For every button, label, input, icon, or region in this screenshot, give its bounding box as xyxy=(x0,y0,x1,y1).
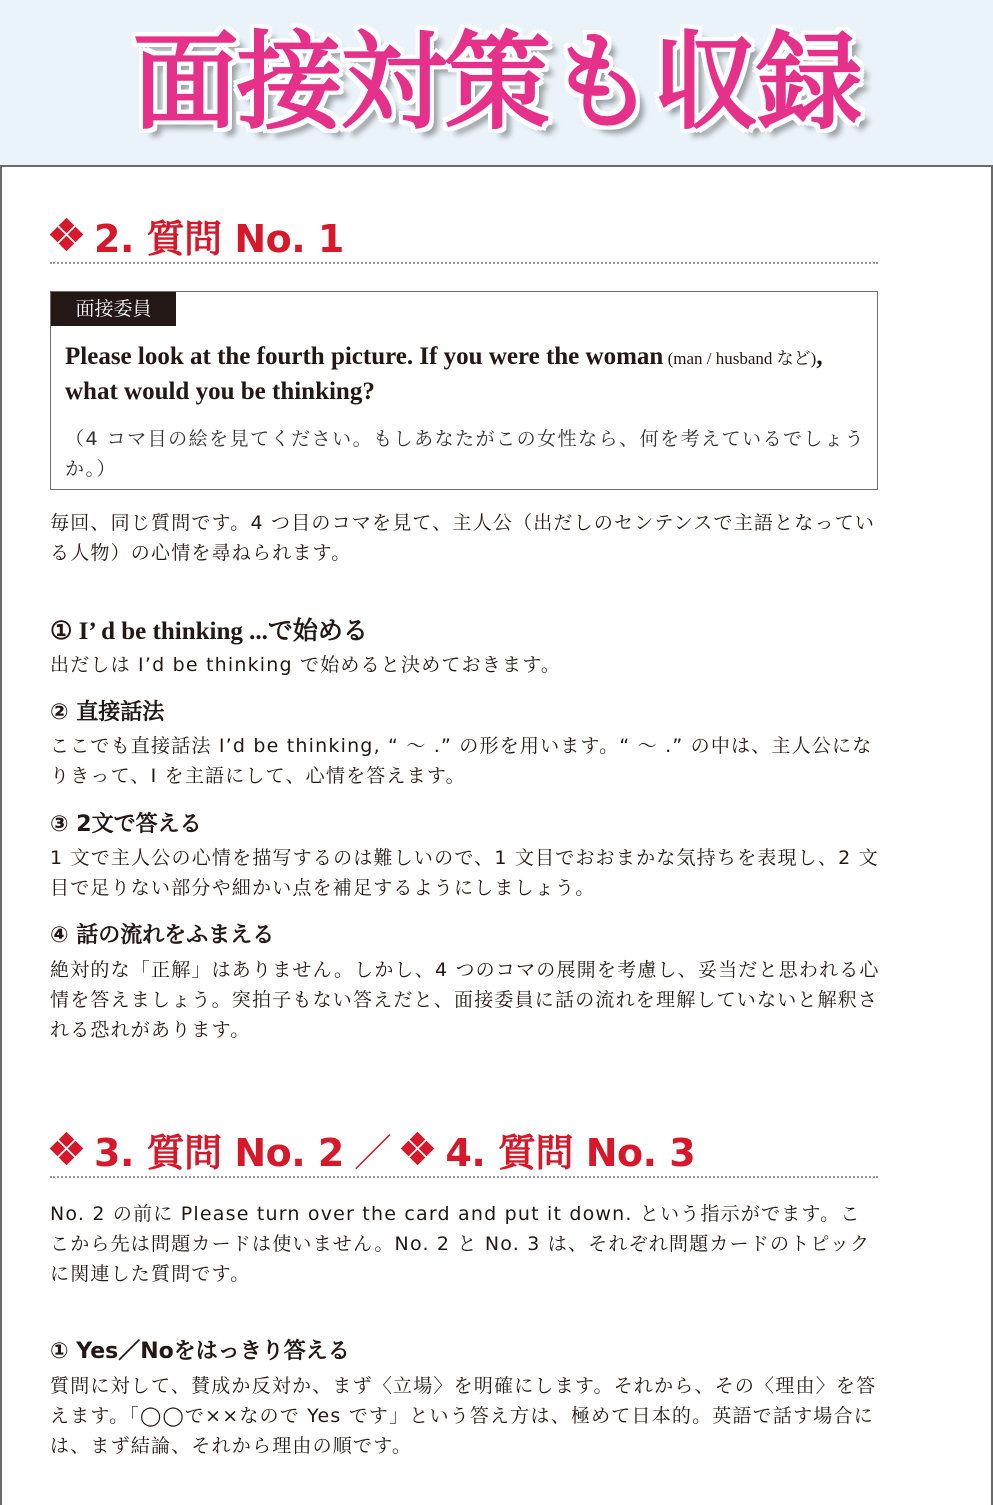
point-heading: ④ 話の流れをふまえる xyxy=(50,923,275,948)
question-part-2: , what would you be thinking? xyxy=(65,343,823,405)
section3-intro: No. 2 の前に Please turn over the card and put it down. という指示がでます。ここから先は問題カードは使いません。No. 2 と No. 3 は、それぞれ問題カードのトピックに関連した質問です。 xyxy=(50,1203,871,1285)
diamond-bullet-icon xyxy=(401,1132,435,1166)
section-heading-question-2-3 xyxy=(50,1122,878,1178)
section-title-b: 4. 質問 No. 3 xyxy=(445,1130,696,1175)
point-body: 出だしは I’d be thinking で始めると決めておきます。 xyxy=(50,654,562,676)
question-part-1: Please look at the fourth picture. If you were the woman xyxy=(65,343,664,370)
point-body: ここでも直接話法 I’d be thinking, “ ～ .” の形を用います。“ ～ .” の中は、主人公になりきって、I を主語にして、心情を答えます。 xyxy=(50,735,873,787)
point-heading: ③ 2文で答える xyxy=(50,812,202,837)
point-heading: ② 直接話法 xyxy=(50,700,165,725)
banner-title: 面接対策も収録 xyxy=(132,21,861,144)
section-title-a: 3. 質問 No. 2 xyxy=(94,1130,344,1175)
diamond-bullet-icon xyxy=(50,1132,84,1166)
interviewer-box xyxy=(50,291,878,490)
point-heading: ① Yes／Noをはっきり答える xyxy=(50,1339,350,1364)
point-heading: ① I’ d be thinking ...で始める xyxy=(50,618,368,645)
interviewer-question xyxy=(65,340,865,408)
question-aside: (man / husband など) xyxy=(663,349,817,368)
diamond-bullet-icon xyxy=(50,218,84,252)
banner xyxy=(0,0,993,167)
title-divider: ／ xyxy=(353,1130,392,1175)
point-body: 1 文で主人公の心情を描写するのは難しいので、1 文目でおおまかな気持ちを表現し、2 文目で足りない部分や細かい点を補足するようにしましょう。 xyxy=(50,847,879,899)
interviewer-label: 面接委員 xyxy=(51,292,176,326)
section-heading-question-1 xyxy=(50,208,878,264)
section-title: 2. 質問 No. 1 xyxy=(94,216,344,261)
point-body: 絶対的な「正解」はありません。しかし、4 つのコマの展開を考慮し、妥当だと思われる心情を答えましょう。突拍子もない答えだと、面接委員に話の流れを理解していないと解釈される恐れがあります。 xyxy=(50,959,880,1041)
point-body: 質問に対して、賛成か反対か、まず〈立場〉を明確にします。それから、その〈理由〉を答えます。「◯◯で××なので Yes です」という答え方は、極めて日本的。英語で話す場合には、まず結論、それから理由の順です。 xyxy=(50,1375,877,1457)
question-translation: （4 コマ目の絵を見てください。もしあなたがこの女性なら、何を考えているでしょうか。） xyxy=(65,428,865,480)
section2-intro: 毎回、同じ質問です。4 つ目のコマを見て、主人公（出だしのセンテンスで主語となっている人物）の心情を尋ねられます。 xyxy=(50,512,876,564)
